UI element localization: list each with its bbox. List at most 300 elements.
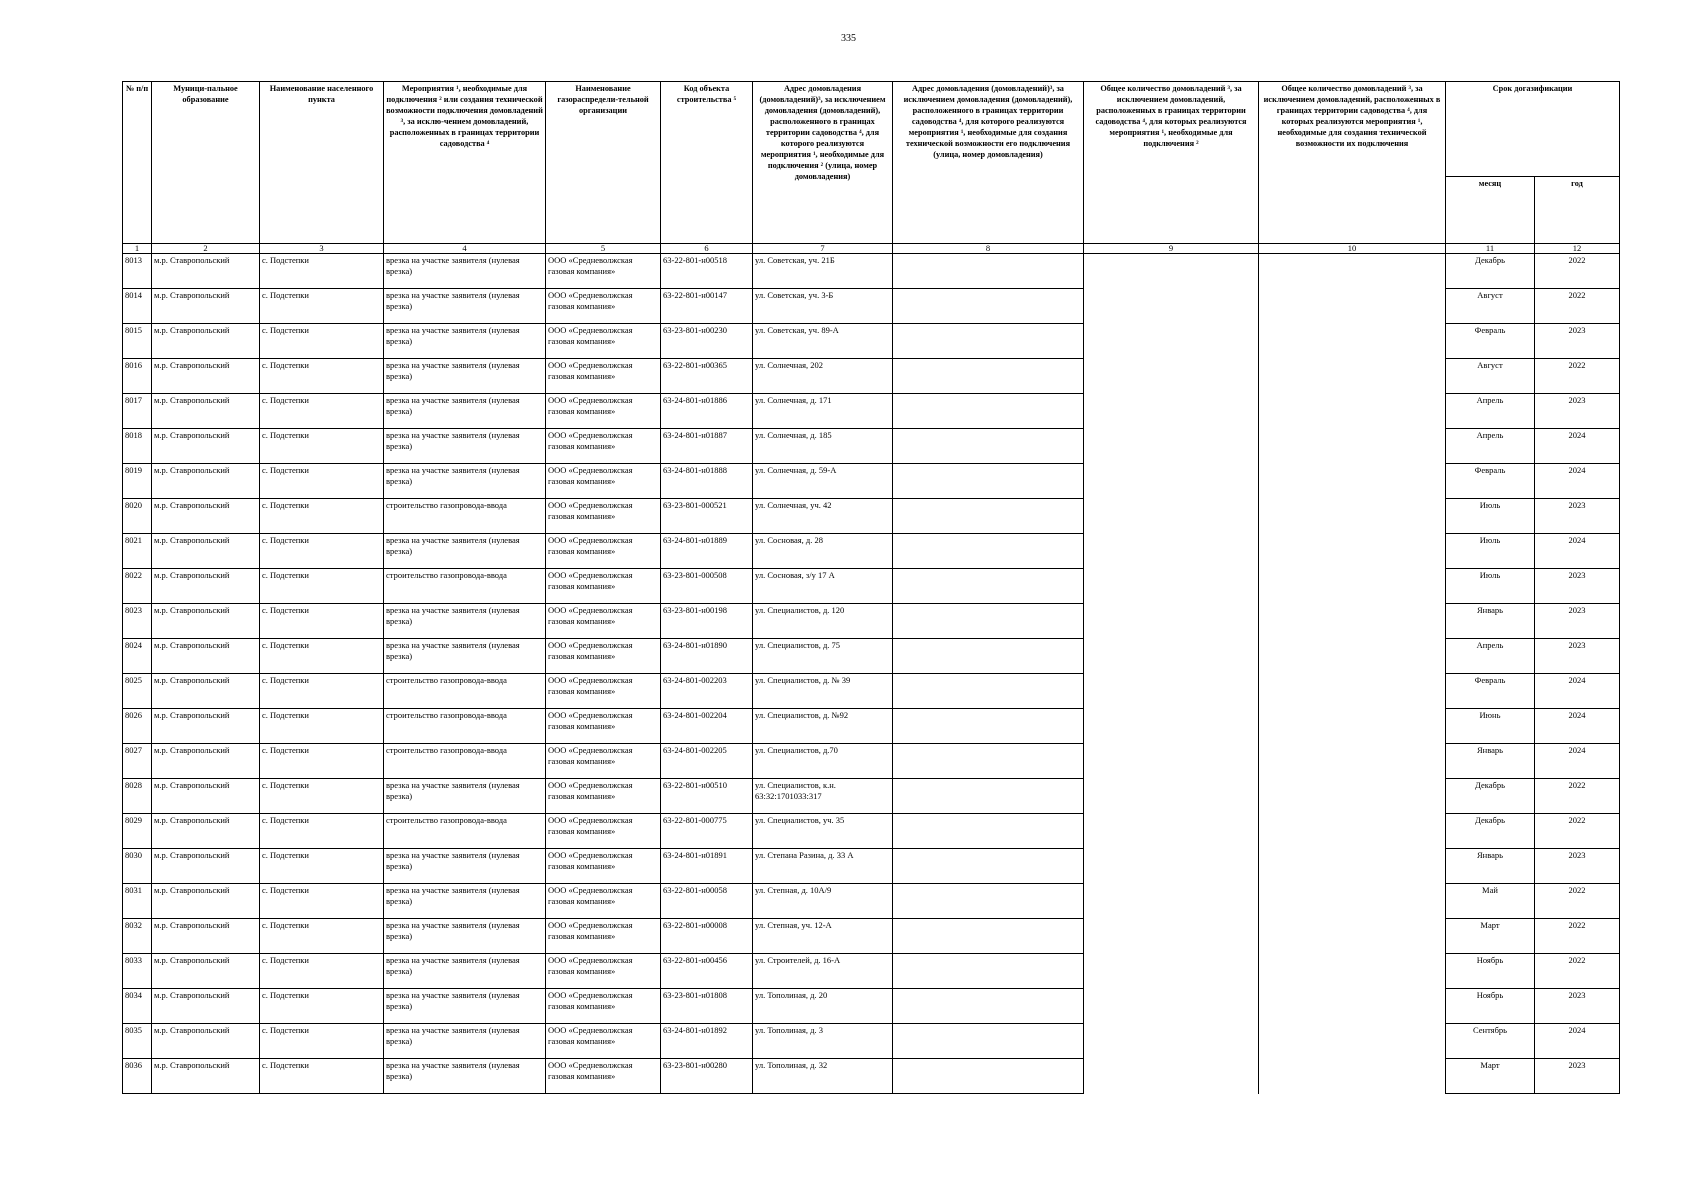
gas-organization-cell: ООО «Средневолжская газовая компания» xyxy=(546,464,661,499)
month-cell: Февраль xyxy=(1446,674,1535,709)
month-cell: Декабрь xyxy=(1446,254,1535,289)
row-number-cell: 8033 xyxy=(123,954,152,989)
municipality-cell: м.р. Ставропольский xyxy=(152,359,260,394)
object-code-cell: 63-22-801-н00518 xyxy=(661,254,753,289)
month-cell: Ноябрь xyxy=(1446,954,1535,989)
table-row xyxy=(123,254,1620,289)
gas-organization-cell: ООО «Средневолжская газовая компания» xyxy=(546,639,661,674)
month-cell: Июль xyxy=(1446,534,1535,569)
count-technical-cell xyxy=(1259,954,1446,989)
object-code-cell: 63-24-801-н01888 xyxy=(661,464,753,499)
gas-organization-cell: ООО «Средневолжская газовая компания» xyxy=(546,989,661,1024)
settlement-cell: с. Подстепки xyxy=(260,534,384,569)
measure-cell: врезка на участке заявителя (нулевая врезка) xyxy=(384,989,546,1024)
month-cell: Июль xyxy=(1446,569,1535,604)
count-technical-cell xyxy=(1259,254,1446,289)
object-code-cell: 63-22-801-н00008 xyxy=(661,919,753,954)
measure-cell: врезка на участке заявителя (нулевая врезка) xyxy=(384,1059,546,1094)
column-number: 9 xyxy=(1084,244,1259,254)
settlement-cell: с. Подстепки xyxy=(260,849,384,884)
object-code-cell: 63-22-801-н00456 xyxy=(661,954,753,989)
year-cell: 2024 xyxy=(1535,429,1620,464)
count-technical-cell xyxy=(1259,849,1446,884)
municipality-cell: м.р. Ставропольский xyxy=(152,1059,260,1094)
count-technical-cell xyxy=(1259,674,1446,709)
municipality-cell: м.р. Ставропольский xyxy=(152,534,260,569)
address-technical-cell xyxy=(893,884,1084,919)
count-technical-cell xyxy=(1259,919,1446,954)
address-cell: ул. Солнечная, д. 171 xyxy=(753,394,893,429)
row-number-cell: 8024 xyxy=(123,639,152,674)
address-technical-cell xyxy=(893,989,1084,1024)
table-row xyxy=(123,884,1620,919)
header-gasification-term: Срок догазификации xyxy=(1446,82,1620,177)
address-cell: ул. Тополиная, д. 3 xyxy=(753,1024,893,1059)
row-number-cell: 8026 xyxy=(123,709,152,744)
count-technical-cell xyxy=(1259,464,1446,499)
count-connection-cell xyxy=(1084,744,1259,779)
address-cell: ул. Тополиная, д. 20 xyxy=(753,989,893,1024)
object-code-cell: 63-23-801-н00198 xyxy=(661,604,753,639)
address-technical-cell xyxy=(893,464,1084,499)
year-cell: 2022 xyxy=(1535,779,1620,814)
address-technical-cell xyxy=(893,849,1084,884)
header-address-connection: Адрес домовладения (домовладений)³, за исключением домовладения (домовладений), расположенного в границах территории садоводства ⁴, для которого реализуются мероприятия ¹, необходимые для подключения ² (улица, номер домовладения) xyxy=(753,82,893,244)
count-connection-cell xyxy=(1084,604,1259,639)
count-connection-cell xyxy=(1084,1059,1259,1094)
object-code-cell: 63-23-801-000508 xyxy=(661,569,753,604)
year-cell: 2022 xyxy=(1535,289,1620,324)
object-code-cell: 63-24-801-н01887 xyxy=(661,429,753,464)
row-number-cell: 8021 xyxy=(123,534,152,569)
column-number: 12 xyxy=(1535,244,1620,254)
address-technical-cell xyxy=(893,919,1084,954)
year-cell: 2022 xyxy=(1535,359,1620,394)
row-number-cell: 8014 xyxy=(123,289,152,324)
header-year: год xyxy=(1535,177,1620,244)
settlement-cell: с. Подстепки xyxy=(260,324,384,359)
address-technical-cell xyxy=(893,289,1084,324)
address-technical-cell xyxy=(893,394,1084,429)
settlement-cell: с. Подстепки xyxy=(260,1024,384,1059)
count-connection-cell xyxy=(1084,639,1259,674)
month-cell: Март xyxy=(1446,1059,1535,1094)
settlement-cell: с. Подстепки xyxy=(260,499,384,534)
gas-organization-cell: ООО «Средневолжская газовая компания» xyxy=(546,919,661,954)
municipality-cell: м.р. Ставропольский xyxy=(152,394,260,429)
month-cell: Февраль xyxy=(1446,324,1535,359)
table-row xyxy=(123,604,1620,639)
object-code-cell: 63-23-801-000521 xyxy=(661,499,753,534)
count-connection-cell xyxy=(1084,884,1259,919)
object-code-cell: 63-23-801-н00280 xyxy=(661,1059,753,1094)
gas-organization-cell: ООО «Средневолжская газовая компания» xyxy=(546,674,661,709)
measure-cell: строительство газопровода-ввода xyxy=(384,814,546,849)
table-row xyxy=(123,464,1620,499)
gas-organization-cell: ООО «Средневолжская газовая компания» xyxy=(546,954,661,989)
table-row xyxy=(123,674,1620,709)
measure-cell: врезка на участке заявителя (нулевая врезка) xyxy=(384,359,546,394)
address-technical-cell xyxy=(893,254,1084,289)
municipality-cell: м.р. Ставропольский xyxy=(152,849,260,884)
gas-organization-cell: ООО «Средневолжская газовая компания» xyxy=(546,709,661,744)
address-technical-cell xyxy=(893,1059,1084,1094)
municipality-cell: м.р. Ставропольский xyxy=(152,989,260,1024)
count-connection-cell xyxy=(1084,919,1259,954)
municipality-cell: м.р. Ставропольский xyxy=(152,464,260,499)
settlement-cell: с. Подстепки xyxy=(260,289,384,324)
measure-cell: строительство газопровода-ввода xyxy=(384,674,546,709)
month-cell: Апрель xyxy=(1446,639,1535,674)
settlement-cell: с. Подстепки xyxy=(260,709,384,744)
row-number-cell: 8035 xyxy=(123,1024,152,1059)
row-number-cell: 8029 xyxy=(123,814,152,849)
count-connection-cell xyxy=(1084,989,1259,1024)
address-technical-cell xyxy=(893,779,1084,814)
month-cell: Январь xyxy=(1446,744,1535,779)
object-code-cell: 63-24-801-н01892 xyxy=(661,1024,753,1059)
gas-organization-cell: ООО «Средневолжская газовая компания» xyxy=(546,394,661,429)
address-cell: ул. Советская, уч. 3-Б xyxy=(753,289,893,324)
year-cell: 2022 xyxy=(1535,954,1620,989)
settlement-cell: с. Подстепки xyxy=(260,814,384,849)
gas-organization-cell: ООО «Средневолжская газовая компания» xyxy=(546,499,661,534)
gas-organization-cell: ООО «Средневолжская газовая компания» xyxy=(546,814,661,849)
count-technical-cell xyxy=(1259,814,1446,849)
gas-organization-cell: ООО «Средневолжская газовая компания» xyxy=(546,849,661,884)
object-code-cell: 63-24-801-н01891 xyxy=(661,849,753,884)
measure-cell: строительство газопровода-ввода xyxy=(384,744,546,779)
address-cell: ул. Солнечная, 202 xyxy=(753,359,893,394)
year-cell: 2024 xyxy=(1535,674,1620,709)
address-technical-cell xyxy=(893,639,1084,674)
settlement-cell: с. Подстепки xyxy=(260,429,384,464)
row-number-cell: 8030 xyxy=(123,849,152,884)
address-technical-cell xyxy=(893,359,1084,394)
measure-cell: врезка на участке заявителя (нулевая врезка) xyxy=(384,779,546,814)
month-cell: Январь xyxy=(1446,849,1535,884)
row-number-cell: 8016 xyxy=(123,359,152,394)
address-cell: ул. Советская, уч. 89-А xyxy=(753,324,893,359)
count-connection-cell xyxy=(1084,569,1259,604)
address-cell: ул. Тополиная, д. 32 xyxy=(753,1059,893,1094)
table-row xyxy=(123,814,1620,849)
table-row xyxy=(123,324,1620,359)
measure-cell: врезка на участке заявителя (нулевая врезка) xyxy=(384,1024,546,1059)
table-row xyxy=(123,1024,1620,1059)
table-row xyxy=(123,394,1620,429)
count-connection-cell xyxy=(1084,324,1259,359)
count-technical-cell xyxy=(1259,569,1446,604)
address-technical-cell xyxy=(893,429,1084,464)
column-number: 10 xyxy=(1259,244,1446,254)
row-number-cell: 8025 xyxy=(123,674,152,709)
count-technical-cell xyxy=(1259,429,1446,464)
count-technical-cell xyxy=(1259,324,1446,359)
count-technical-cell xyxy=(1259,1059,1446,1094)
settlement-cell: с. Подстепки xyxy=(260,744,384,779)
year-cell: 2023 xyxy=(1535,499,1620,534)
count-technical-cell xyxy=(1259,884,1446,919)
municipality-cell: м.р. Ставропольский xyxy=(152,884,260,919)
settlement-cell: с. Подстепки xyxy=(260,254,384,289)
table-row xyxy=(123,709,1620,744)
table-row xyxy=(123,359,1620,394)
year-cell: 2023 xyxy=(1535,849,1620,884)
count-connection-cell xyxy=(1084,464,1259,499)
address-technical-cell xyxy=(893,534,1084,569)
row-number-cell: 8031 xyxy=(123,884,152,919)
year-cell: 2023 xyxy=(1535,989,1620,1024)
count-connection-cell xyxy=(1084,674,1259,709)
month-cell: Январь xyxy=(1446,604,1535,639)
count-technical-cell xyxy=(1259,394,1446,429)
gas-organization-cell: ООО «Средневолжская газовая компания» xyxy=(546,289,661,324)
settlement-cell: с. Подстепки xyxy=(260,569,384,604)
column-number: 1 xyxy=(123,244,152,254)
table-body xyxy=(123,254,1620,1094)
month-cell: Апрель xyxy=(1446,394,1535,429)
gas-organization-cell: ООО «Средневолжская газовая компания» xyxy=(546,254,661,289)
measure-cell: строительство газопровода-ввода xyxy=(384,569,546,604)
gas-organization-cell: ООО «Средневолжская газовая компания» xyxy=(546,744,661,779)
column-number: 6 xyxy=(661,244,753,254)
month-cell: Сентябрь xyxy=(1446,1024,1535,1059)
settlement-cell: с. Подстепки xyxy=(260,604,384,639)
address-technical-cell xyxy=(893,674,1084,709)
table-row xyxy=(123,989,1620,1024)
gasification-table xyxy=(122,81,1620,1094)
object-code-cell: 63-24-801-002204 xyxy=(661,709,753,744)
count-technical-cell xyxy=(1259,744,1446,779)
measure-cell: врезка на участке заявителя (нулевая врезка) xyxy=(384,394,546,429)
year-cell: 2022 xyxy=(1535,884,1620,919)
measure-cell: врезка на участке заявителя (нулевая врезка) xyxy=(384,849,546,884)
measure-cell: врезка на участке заявителя (нулевая врезка) xyxy=(384,324,546,359)
address-technical-cell xyxy=(893,954,1084,989)
municipality-cell: м.р. Ставропольский xyxy=(152,814,260,849)
count-technical-cell xyxy=(1259,359,1446,394)
count-connection-cell xyxy=(1084,254,1259,289)
gas-organization-cell: ООО «Средневолжская газовая компания» xyxy=(546,429,661,464)
header-gas-organization: Наименование газораспредели-тельной организации xyxy=(546,82,661,244)
row-number-cell: 8019 xyxy=(123,464,152,499)
table-row xyxy=(123,639,1620,674)
table-row xyxy=(123,779,1620,814)
row-number-cell: 8022 xyxy=(123,569,152,604)
measure-cell: врезка на участке заявителя (нулевая врезка) xyxy=(384,639,546,674)
row-number-cell: 8020 xyxy=(123,499,152,534)
address-technical-cell xyxy=(893,324,1084,359)
year-cell: 2023 xyxy=(1535,1059,1620,1094)
gas-organization-cell: ООО «Средневолжская газовая компания» xyxy=(546,324,661,359)
count-connection-cell xyxy=(1084,814,1259,849)
object-code-cell: 63-24-801-н01889 xyxy=(661,534,753,569)
address-technical-cell xyxy=(893,569,1084,604)
year-cell: 2024 xyxy=(1535,534,1620,569)
count-connection-cell xyxy=(1084,499,1259,534)
month-cell: Апрель xyxy=(1446,429,1535,464)
header-municipality: Муници-пальное образование xyxy=(152,82,260,244)
settlement-cell: с. Подстепки xyxy=(260,919,384,954)
page-number: 335 xyxy=(841,33,856,44)
month-cell: Июнь xyxy=(1446,709,1535,744)
row-number-cell: 8017 xyxy=(123,394,152,429)
month-cell: Май xyxy=(1446,884,1535,919)
object-code-cell: 63-24-801-н01890 xyxy=(661,639,753,674)
settlement-cell: с. Подстепки xyxy=(260,989,384,1024)
address-cell: ул. Солнечная, д. 59-А xyxy=(753,464,893,499)
municipality-cell: м.р. Ставропольский xyxy=(152,429,260,464)
object-code-cell: 63-23-801-н00230 xyxy=(661,324,753,359)
object-code-cell: 63-22-801-н00510 xyxy=(661,779,753,814)
month-cell: Август xyxy=(1446,359,1535,394)
address-cell: ул. Специалистов, д. № 39 xyxy=(753,674,893,709)
table-row xyxy=(123,1059,1620,1094)
settlement-cell: с. Подстепки xyxy=(260,884,384,919)
row-number-cell: 8036 xyxy=(123,1059,152,1094)
header-object-code: Код объекта строительства ⁵ xyxy=(661,82,753,244)
measure-cell: врезка на участке заявителя (нулевая врезка) xyxy=(384,464,546,499)
count-connection-cell xyxy=(1084,429,1259,464)
address-cell: ул. Строителей, д. 16-А xyxy=(753,954,893,989)
count-connection-cell xyxy=(1084,709,1259,744)
municipality-cell: м.р. Ставропольский xyxy=(152,324,260,359)
year-cell: 2024 xyxy=(1535,464,1620,499)
column-number: 11 xyxy=(1446,244,1535,254)
address-cell: ул. Специалистов, д.70 xyxy=(753,744,893,779)
column-numbers-row xyxy=(123,244,1620,254)
year-cell: 2024 xyxy=(1535,709,1620,744)
measure-cell: врезка на участке заявителя (нулевая врезка) xyxy=(384,884,546,919)
table-row xyxy=(123,919,1620,954)
header-address-technical: Адрес домовладения (домовладений)³, за исключением домовладения (домовладений), расположенного в границах территории садоводства ⁴, для которого реализуются мероприятия ¹, необходимые для создания технической возможности его подключения (улица, номер домовладения) xyxy=(893,82,1084,244)
count-technical-cell xyxy=(1259,289,1446,324)
table-row xyxy=(123,954,1620,989)
settlement-cell: с. Подстепки xyxy=(260,464,384,499)
address-cell: ул. Специалистов, к.н. 63:32:1701033:317 xyxy=(753,779,893,814)
address-cell: ул. Сосновая, д. 28 xyxy=(753,534,893,569)
address-technical-cell xyxy=(893,814,1084,849)
settlement-cell: с. Подстепки xyxy=(260,674,384,709)
settlement-cell: с. Подстепки xyxy=(260,779,384,814)
address-cell: ул. Советская, уч. 21Б xyxy=(753,254,893,289)
gas-organization-cell: ООО «Средневолжская газовая компания» xyxy=(546,1059,661,1094)
address-cell: ул. Степана Разина, д. 33 А xyxy=(753,849,893,884)
year-cell: 2023 xyxy=(1535,604,1620,639)
year-cell: 2022 xyxy=(1535,254,1620,289)
count-connection-cell xyxy=(1084,954,1259,989)
measure-cell: строительство газопровода-ввода xyxy=(384,499,546,534)
object-code-cell: 63-22-801-н00147 xyxy=(661,289,753,324)
table-row xyxy=(123,429,1620,464)
object-code-cell: 63-23-801-н01808 xyxy=(661,989,753,1024)
gas-organization-cell: ООО «Средневолжская газовая компания» xyxy=(546,1024,661,1059)
count-connection-cell xyxy=(1084,849,1259,884)
table-row xyxy=(123,744,1620,779)
gas-organization-cell: ООО «Средневолжская газовая компания» xyxy=(546,534,661,569)
count-connection-cell xyxy=(1084,1024,1259,1059)
count-technical-cell xyxy=(1259,534,1446,569)
count-technical-cell xyxy=(1259,779,1446,814)
object-code-cell: 63-24-801-н01886 xyxy=(661,394,753,429)
count-connection-cell xyxy=(1084,359,1259,394)
address-technical-cell xyxy=(893,744,1084,779)
municipality-cell: м.р. Ставропольский xyxy=(152,744,260,779)
settlement-cell: с. Подстепки xyxy=(260,639,384,674)
object-code-cell: 63-22-801-н00058 xyxy=(661,884,753,919)
row-number-cell: 8032 xyxy=(123,919,152,954)
row-number-cell: 8028 xyxy=(123,779,152,814)
header-measures: Мероприятия ¹, необходимые для подключения ² или создания технической возможности подключения домовладений ³, за исклю-чением домовладений, расположенных в границах территории садоводства ⁴ xyxy=(384,82,546,244)
gas-organization-cell: ООО «Средневолжская газовая компания» xyxy=(546,884,661,919)
header-settlement: Наименование населенного пункта xyxy=(260,82,384,244)
column-number: 5 xyxy=(546,244,661,254)
object-code-cell: 63-24-801-002203 xyxy=(661,674,753,709)
year-cell: 2022 xyxy=(1535,919,1620,954)
month-cell: Март xyxy=(1446,919,1535,954)
month-cell: Декабрь xyxy=(1446,779,1535,814)
month-cell: Декабрь xyxy=(1446,814,1535,849)
count-connection-cell xyxy=(1084,534,1259,569)
measure-cell: врезка на участке заявителя (нулевая врезка) xyxy=(384,289,546,324)
year-cell: 2023 xyxy=(1535,394,1620,429)
count-technical-cell xyxy=(1259,639,1446,674)
address-cell: ул. Сосновая, з/у 17 А xyxy=(753,569,893,604)
municipality-cell: м.р. Ставропольский xyxy=(152,674,260,709)
count-connection-cell xyxy=(1084,394,1259,429)
gas-organization-cell: ООО «Средневолжская газовая компания» xyxy=(546,779,661,814)
count-connection-cell xyxy=(1084,289,1259,324)
object-code-cell: 63-22-801-000775 xyxy=(661,814,753,849)
row-number-cell: 8015 xyxy=(123,324,152,359)
settlement-cell: с. Подстепки xyxy=(260,394,384,429)
municipality-cell: м.р. Ставропольский xyxy=(152,604,260,639)
address-cell: ул. Специалистов, д. №92 xyxy=(753,709,893,744)
address-cell: ул. Солнечная, д. 185 xyxy=(753,429,893,464)
object-code-cell: 63-24-801-002205 xyxy=(661,744,753,779)
year-cell: 2023 xyxy=(1535,324,1620,359)
address-technical-cell xyxy=(893,1024,1084,1059)
header-row-number: № п/п xyxy=(123,82,152,244)
year-cell: 2022 xyxy=(1535,814,1620,849)
year-cell: 2024 xyxy=(1535,1024,1620,1059)
row-number-cell: 8034 xyxy=(123,989,152,1024)
measure-cell: врезка на участке заявителя (нулевая врезка) xyxy=(384,254,546,289)
address-cell: ул. Специалистов, д. 120 xyxy=(753,604,893,639)
object-code-cell: 63-22-801-н00365 xyxy=(661,359,753,394)
municipality-cell: м.р. Ставропольский xyxy=(152,254,260,289)
municipality-cell: м.р. Ставропольский xyxy=(152,954,260,989)
address-cell: ул. Степная, д. 10А/9 xyxy=(753,884,893,919)
column-number: 4 xyxy=(384,244,546,254)
month-cell: Февраль xyxy=(1446,464,1535,499)
address-cell: ул. Специалистов, уч. 35 xyxy=(753,814,893,849)
gas-organization-cell: ООО «Средневолжская газовая компания» xyxy=(546,569,661,604)
month-cell: Август xyxy=(1446,289,1535,324)
header-count-technical: Общее количество домовладений ³, за исключением домовладений, расположенных в границах территории садоводства ⁴, для которых реализуются мероприятия ¹, необходимые для создания технической возможности их подключения xyxy=(1259,82,1446,244)
table-row xyxy=(123,534,1620,569)
municipality-cell: м.р. Ставропольский xyxy=(152,569,260,604)
address-technical-cell xyxy=(893,499,1084,534)
municipality-cell: м.р. Ставропольский xyxy=(152,289,260,324)
settlement-cell: с. Подстепки xyxy=(260,359,384,394)
header-count-connection: Общее количество домовладений ³, за исключением домовладений, расположенных в границах территории садоводства ⁴, для которых реализуются мероприятия ¹, необходимые для подключения ² xyxy=(1084,82,1259,244)
municipality-cell: м.р. Ставропольский xyxy=(152,499,260,534)
count-technical-cell xyxy=(1259,709,1446,744)
count-connection-cell xyxy=(1084,779,1259,814)
measure-cell: врезка на участке заявителя (нулевая врезка) xyxy=(384,604,546,639)
